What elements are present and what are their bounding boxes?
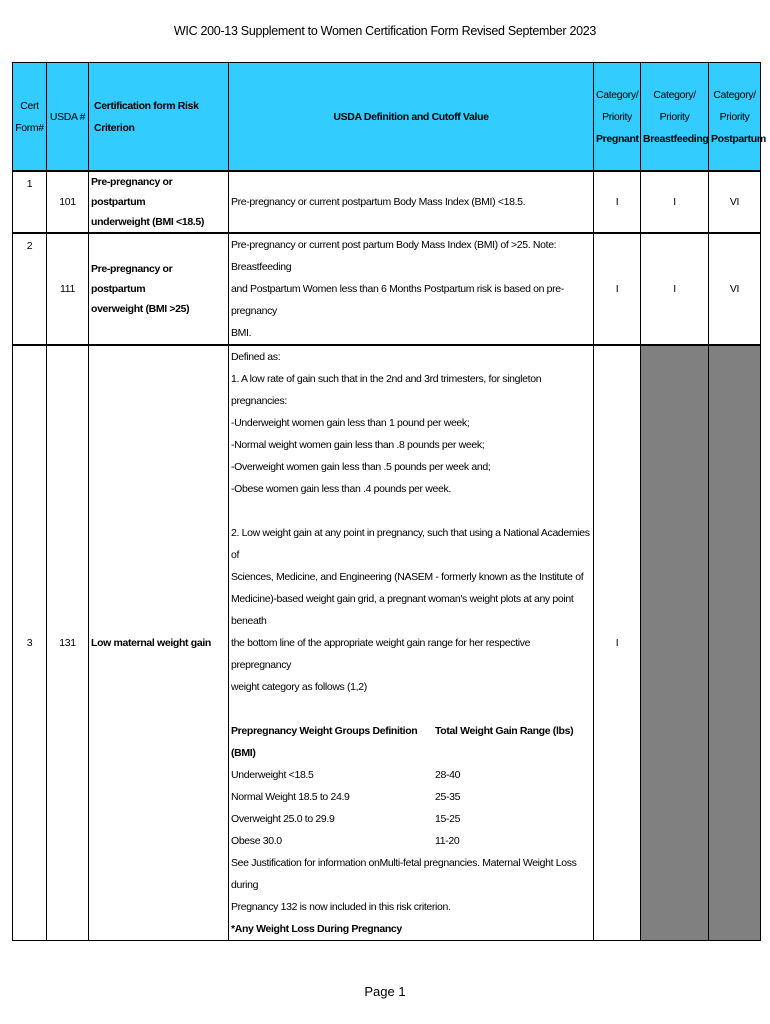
weight-table-row: Overweight 25.0 to 29.9 15-25 xyxy=(231,813,461,825)
table-row xyxy=(13,233,761,345)
table-row xyxy=(13,345,761,941)
priority-pregnant: I xyxy=(594,233,641,345)
definition: Pre-pregnancy or current post partum Body Mass Index (BMI) of >25. Note: Breastfeeding and Postpartum Women less than 6 Months Postpartum risk is based on pre-pregnancy BMI. xyxy=(229,233,594,345)
header-cert-form: Cert Form# xyxy=(13,63,47,172)
priority-breastfeeding: I xyxy=(641,171,709,233)
cert-number: 3 xyxy=(13,345,47,941)
header-usda-number: USDA # xyxy=(47,63,89,172)
not-applicable-breastfeeding xyxy=(641,345,709,941)
cert-number: 1 xyxy=(13,171,47,233)
not-applicable-postpartum xyxy=(709,345,761,941)
table-header-row xyxy=(13,63,761,172)
priority-pregnant: I xyxy=(594,345,641,941)
usda-number: 131 xyxy=(47,345,89,941)
weight-table-row: Obese 30.0 11-20 xyxy=(231,835,460,847)
definition: Defined as: 1. A low rate of gain such that in the 2nd and 3rd trimesters, for singleton pregnancies: -Underweight women gain less than 1 pound per week; -Normal weight women gain less than .8 pounds per week; -Overweight women gain less than .5 pounds per week and; -Obese women gain less than .4 pounds per week. 2. Low weight gain at any point in pregnancy, such that using a National Academies of Sciences, Medicine, and Engineering (NASEM - formerly known as the Institute of Medicine)-based weight gain grid, a pregnant woman's weight plots at any point beneath the bottom line of the appropriate weight gain range for her respective prepregnancy weight category as follows (1,2) Prepregnancy Weight Groups Definition (BMI) Total Weight Gain Range (lbs) Underweight <18.5 28-40 Normal Weight 18.5 to 24.9 25-35 Overweight 25.0 to 29.9 15-25 Obese 30.0 11-20 See Justification for information onMulti-fetal pregnancies. Maternal Weight Loss during Pregnancy 132 is now included in this risk criterion. *Any Weight Loss During Pregnancy xyxy=(229,345,594,941)
header-usda-definition: USDA Definition and Cutoff Value xyxy=(229,63,594,172)
weight-loss-note: *Any Weight Loss During Pregnancy xyxy=(231,923,402,935)
priority-postpartum: VI xyxy=(709,233,761,345)
priority-breastfeeding: I xyxy=(641,233,709,345)
cert-number: 2 xyxy=(13,233,47,345)
priority-postpartum: VI xyxy=(709,171,761,233)
header-category-breastfeeding: Category/ Priority Breastfeeding xyxy=(641,63,709,172)
risk-criterion: Pre-pregnancy or postpartum overweight (BMI >25) xyxy=(89,233,229,345)
weight-table-row: Normal Weight 18.5 to 24.9 25-35 xyxy=(231,791,461,803)
usda-number: 111 xyxy=(47,233,89,345)
priority-pregnant: I xyxy=(594,171,641,233)
certification-table xyxy=(12,62,766,941)
header-risk-criterion: Certification form Risk Criterion xyxy=(89,63,229,172)
header-category-postpartum: Category/ Priority Postpartum xyxy=(709,63,761,172)
definition: Pre-pregnancy or current postpartum Body Mass Index (BMI) <18.5. xyxy=(229,171,594,233)
weight-table-row: Underweight <18.5 28-40 xyxy=(231,769,461,781)
weight-table-head: Prepregnancy Weight Groups Definition (BMI) Total Weight Gain Range (lbs) xyxy=(231,725,574,759)
header-category-pregnant: Category/ Priority Pregnant xyxy=(594,63,641,172)
table-row xyxy=(13,171,761,233)
risk-criterion: Pre-pregnancy or postpartum underweight (BMI <18.5) xyxy=(89,171,229,233)
document-title: WIC 200-13 Supplement to Women Certification Form Revised September 2023 xyxy=(173,24,597,38)
page-number: Page 1 xyxy=(364,984,406,999)
risk-criterion: Low maternal weight gain xyxy=(89,345,229,941)
usda-number: 101 xyxy=(47,171,89,233)
